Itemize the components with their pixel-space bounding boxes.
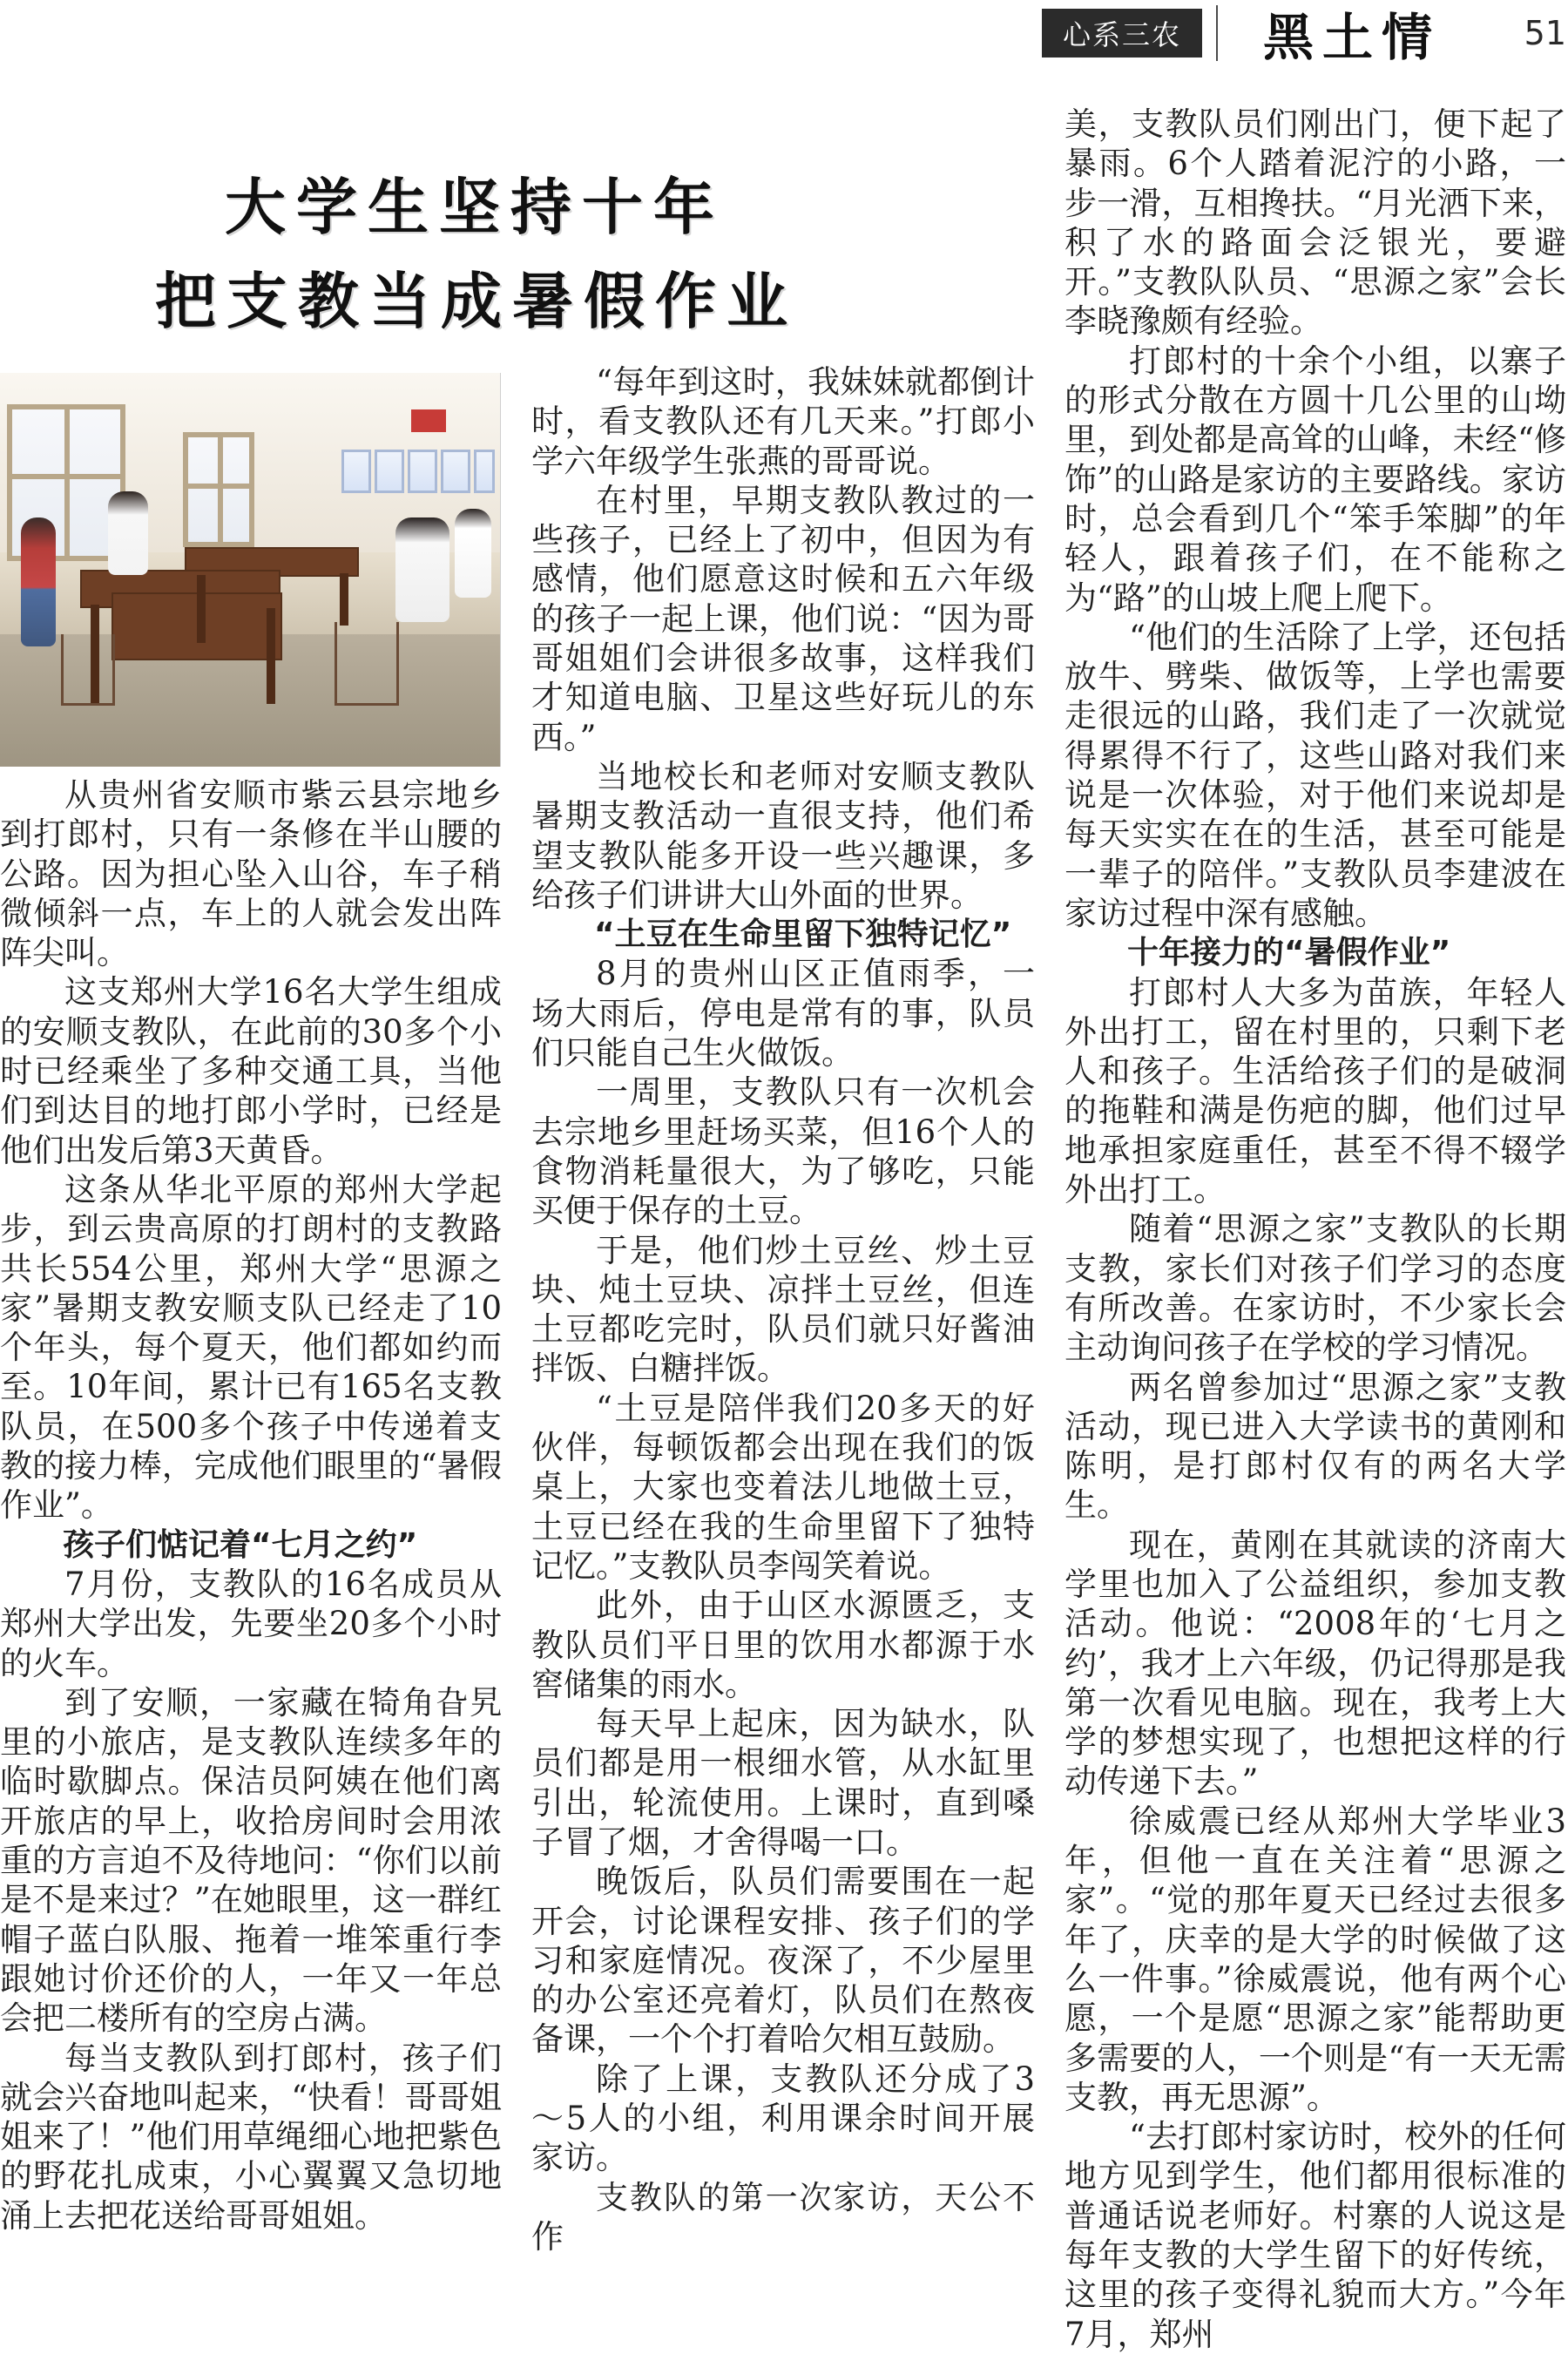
title-line-1: 大学生坚持十年 xyxy=(225,172,725,243)
wall-poster xyxy=(341,450,371,493)
article-paragraph: 每天早上起床，因为缺水，队员们都是用一根细水管，从水缸里引出，轮流使用。上课时，直到嗓子冒了烟，才舍得喝一口。 xyxy=(531,1705,1035,1861)
student-figure xyxy=(395,517,449,622)
wall-poster xyxy=(375,450,404,493)
section-heading: 孩子们惦记着“七月之约” xyxy=(63,1526,418,1563)
wall-poster xyxy=(474,450,495,493)
article-paragraph: “去打郎村家访时，校外的任何地方见到学生，他们都用很标准的普通话说老师好。村寨的人说这是每年支教的大学生留下的好传统，这里的孩子变得礼貌而大方。”今年7月，郑州 xyxy=(1064,2118,1566,2353)
article-paragraph: 每当支教队到打郎村，孩子们就会兴奋地叫起来，“快看！哥哥姐姐来了！”他们用草绳细心地把紫色的野花扎成束，小心翼翼又急切地涌上去把花送给哥哥姐姐。 xyxy=(0,2039,502,2235)
article-paragraph: 徐威震已经从郑州大学毕业3年，但他一直在关注着“思源之家”。“觉的那年夏天已经过去很多年了，庆幸的是大学的时候做了这么一件事。”徐威震说，他有两个心愿，一个是愿“思源之家”能帮助更多需要的人，一个则是“有一天无需支教，再无思源”。 xyxy=(1064,1802,1566,2116)
classroom-photo xyxy=(0,373,501,767)
article-column-left xyxy=(0,775,502,2253)
photo-window-center xyxy=(183,432,254,547)
student-figure xyxy=(108,491,148,575)
article-paragraph: 除了上课，支教队还分成了3～5人的小组，利用课余时间开展家访。 xyxy=(531,2060,1035,2177)
title-line-2: 把支教当成暑假作业 xyxy=(155,266,798,337)
article-paragraph: 7月份，支教队的16名成员从郑州大学出发，先要坐20多个小时的火车。 xyxy=(0,1565,502,1682)
article-column-right xyxy=(1064,105,1566,2353)
article-paragraph: “每年到这时，我妹妹就都倒计时，看支教队还有几天来。”打郎小学六年级学生张燕的哥哥说。 xyxy=(531,363,1035,480)
student-figure xyxy=(21,517,56,646)
article-paragraph: 现在，黄刚在其就读的济南大学里也加入了公益组织，参加支教活动。他说：“2008年的‘七月之约’，我才上六年级，仍记得那是我第一次看见电脑。现在，我考上大学的梦想实现了，也想把这样的行动传递下去。” xyxy=(1064,1525,1566,1801)
article-paragraph: 8月的贵州山区正值雨季，一场大雨后，停电是常有的事，队员们只能自己生火做饭。 xyxy=(531,955,1035,1072)
article-paragraph: 支教队的第一次家访，天公不作 xyxy=(531,2178,1035,2256)
article-paragraph: 此外，由于山区水源匮乏，支教队员们平日里的饮用水都源于水窖储集的雨水。 xyxy=(531,1586,1035,1703)
section-label: 心系三农 xyxy=(1042,9,1202,57)
article-paragraph: 到了安顺，一家藏在犄角旮旯里的小旅店，是支教队连续多年的临时歇脚点。保洁员阿姨在他们离开旅店的早上，收拾房间时会用浓重的方言迫不及待地问：“你们以前是不是来过？”在她眼里，这一群红帽子蓝白队服、拖着一堆笨重行李跟她讨价还价的人，一年又一年总会把二楼所有的空房占满。 xyxy=(0,1683,502,2038)
article-paragraph: “他们的生活除了上学，还包括放牛、劈柴、做饭等，上学也需要走很远的山路，我们走了一次就觉得累得不行了，这些山路对我们来说是一次体验，对于他们来说却是每天实实在在的生活，甚至可能是一辈子的陪伴。”支教队员李建波在家访过程中深有感触。 xyxy=(1064,618,1566,932)
article-paragraph: 晚饭后，队员们需要围在一起开会，讨论课程安排、孩子们的学习和家庭情况。夜深了，不少屋里的办公室还亮着灯，队员们在熬夜备课，一个个打着哈欠相互鼓励。 xyxy=(531,1863,1035,2059)
page-number: 51 xyxy=(1524,14,1566,52)
article-paragraph: 从贵州省安顺市紫云县宗地乡到打郎村，只有一条修在半山腰的公路。因为担心坠入山谷，车子稍微倾斜一点，车上的人就会发出阵阵尖叫。 xyxy=(0,776,502,972)
article-paragraph: 打郎村人大多为苗族，年轻人外出打工，留在村里的，只剩下老人和孩子。生活给孩子们的是破洞的拖鞋和满是伤疤的脚，他们过早地承担家庭重任，甚至不得不辍学外出打工。 xyxy=(1064,973,1566,1209)
article-paragraph: 美，支教队员们刚出门，便下起了暴雨。6个人踏着泥泞的小路，一步一滑，互相搀扶。“月光洒下来，积了水的路面会泛银光，要避开。”支教队队员、“思源之家”会长李晓豫颇有经验。 xyxy=(1064,105,1566,341)
article-title xyxy=(105,139,941,348)
wall-poster xyxy=(408,450,437,493)
article-paragraph: 在村里，早期支教队教过的一些孩子，已经上了初中，但因为有感情，他们愿意这时候和五六年级的孩子一起上课，他们说：“因为哥哥姐姐们会讲很多故事，这样我们才知道电脑、卫星这些好玩儿的东西。” xyxy=(531,481,1035,756)
article-paragraph: 这支郑州大学16名大学生组成的安顺支教队，在此前的30多个小时已经乘坐了多种交通工具，当他们到达目的地打郎小学时，已经是他们出发后第3天黄昏。 xyxy=(0,973,502,1169)
section-heading: 十年接力的“暑假作业” xyxy=(1127,935,1451,971)
magazine-brand: 黑土情 xyxy=(1263,8,1442,67)
wall-poster xyxy=(441,450,470,493)
desk-leg xyxy=(267,608,275,704)
article-paragraph: 随着“思源之家”支教队的长期支教，家长们对孩子们学习的态度有所改善。在家访时，不少家长会主动询问孩子在学校的学习情况。 xyxy=(1064,1210,1566,1367)
article-paragraph: 一周里，支教队只有一次机会去宗地乡里赶场买菜，但16个人的食物消耗量很大，为了够吃，只能买便于保存的土豆。 xyxy=(531,1073,1035,1230)
student-figure xyxy=(455,509,491,598)
wall-flag xyxy=(411,409,446,432)
classroom-chair xyxy=(335,622,399,706)
header-divider xyxy=(1216,5,1218,61)
article-paragraph: 这条从华北平原的郑州大学起步，到云贵高原的打朗村的支教路共长554公里，郑州大学“思源之家”暑期支教安顺支队已经走了10个年头，每个夏天，他们都如约而至。10年间，累计已有165名支教队员，在500多个孩子中传递着支教的接力棒，完成他们眼里的“暑假作业”。 xyxy=(0,1170,502,1525)
article-paragraph: 当地校长和老师对安顺支教队暑期支教活动一直很支持，他们希望支教队能多开设一些兴趣课，多给孩子们讲讲大山外面的世界。 xyxy=(531,757,1035,914)
classroom-chair xyxy=(61,634,115,706)
article-paragraph: 两名曾参加过“思源之家”支教活动，现已进入大学读书的黄刚和陈明，是打郎村仅有的两名大学生。 xyxy=(1064,1368,1566,1525)
desk-leg xyxy=(197,575,206,643)
article-paragraph: 于是，他们炒土豆丝、炒土豆块、炖土豆块、凉拌土豆丝，但连土豆都吃完时，队员们就只好酱油拌饭、白糖拌饭。 xyxy=(531,1231,1035,1388)
article-paragraph: 打郎村的十余个小组，以寨子的形式分散在方圆十几公里的山坳里，到处都是高耸的山峰，未经“修饰”的山路是家访的主要路线。家访时，总会看到几个“笨手笨脚”的年轻人，跟着孩子们，在不能称之为“路”的山坡上爬上爬下。 xyxy=(1064,342,1566,617)
desk-leg xyxy=(340,573,348,626)
article-column-middle xyxy=(531,362,1035,2255)
section-heading: “土豆在生命里留下独特记忆” xyxy=(594,917,1012,953)
article-paragraph: “土豆是陪伴我们20多天的好伙伴，每顿饭都会出现在我们的饭桌上，大家也变着法儿地做土豆，土豆已经在我的生命里留下了独特记忆。”支教队员李闯笑着说。 xyxy=(531,1389,1035,1585)
